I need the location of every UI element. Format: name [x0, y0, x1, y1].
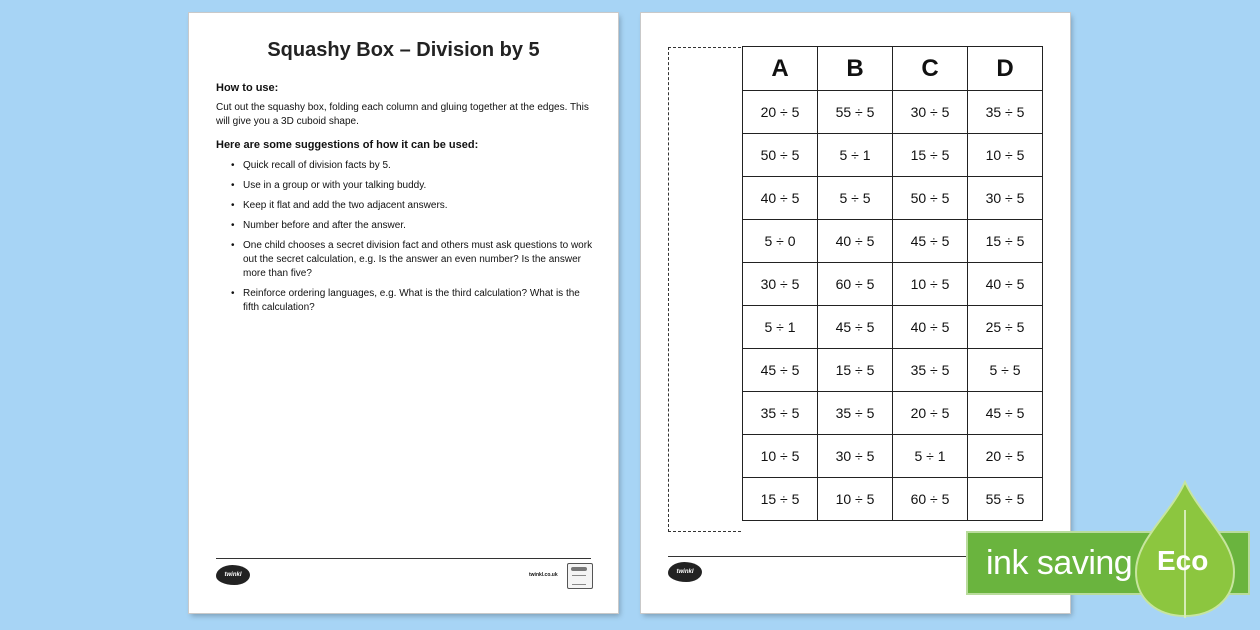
logo-text: twinkl — [224, 572, 242, 578]
table-cell: 45 ÷ 5 — [743, 349, 818, 392]
table-cell: 5 ÷ 0 — [743, 220, 818, 263]
table-cell: 50 ÷ 5 — [743, 134, 818, 177]
table-row — [743, 349, 1043, 392]
table-cell: 40 ÷ 5 — [818, 220, 893, 263]
table-row — [743, 91, 1043, 134]
table-cell: 5 ÷ 5 — [818, 177, 893, 220]
table-cell: 45 ÷ 5 — [893, 220, 968, 263]
table-cell: 40 ÷ 5 — [743, 177, 818, 220]
quality-seal-icon — [567, 563, 593, 589]
table-row — [743, 435, 1043, 478]
footer-url: twinkl.co.uk — [529, 572, 558, 578]
twinkl-logo — [668, 562, 702, 582]
table-row — [743, 177, 1043, 220]
table-row — [743, 263, 1043, 306]
table-cell: 5 ÷ 1 — [818, 134, 893, 177]
table-cell: 30 ÷ 5 — [818, 435, 893, 478]
table-cell: 5 ÷ 5 — [968, 349, 1043, 392]
table-cell: 35 ÷ 5 — [818, 392, 893, 435]
table-cell: 25 ÷ 5 — [968, 306, 1043, 349]
table-cell: 55 ÷ 5 — [818, 91, 893, 134]
table-cell: 35 ÷ 5 — [968, 91, 1043, 134]
column-header: B — [818, 47, 893, 91]
column-header: D — [968, 47, 1043, 91]
worksheet-page-squashy-box — [641, 13, 1070, 613]
suggestion-item: • One child chooses a secret division fact and others must ask questions to work out the secret calculation, e.g. Is the answer an even number? Is the answer more than five? — [216, 239, 596, 281]
table-cell: 10 ÷ 5 — [743, 435, 818, 478]
footer-divider — [216, 558, 591, 559]
glue-tab — [668, 47, 741, 532]
table-header-row — [743, 47, 1043, 91]
suggestions-list — [216, 159, 596, 321]
table-cell: 10 ÷ 5 — [968, 134, 1043, 177]
logo-text: twinkl — [676, 569, 694, 575]
table-cell: 15 ÷ 5 — [818, 349, 893, 392]
division-table — [742, 46, 1043, 521]
table-row — [743, 306, 1043, 349]
column-header: C — [893, 47, 968, 91]
table-row — [743, 220, 1043, 263]
table-cell: 35 ÷ 5 — [743, 392, 818, 435]
suggestion-item: • Number before and after the answer. — [216, 219, 596, 233]
table-cell: 40 ÷ 5 — [893, 306, 968, 349]
table-cell: 10 ÷ 5 — [893, 263, 968, 306]
table-cell: 20 ÷ 5 — [968, 435, 1043, 478]
suggestion-item: • Quick recall of division facts by 5. — [216, 159, 596, 173]
column-header: A — [743, 47, 818, 91]
worksheet-page-instructions — [189, 13, 618, 613]
table-cell: 15 ÷ 5 — [743, 478, 818, 521]
suggestion-item: • Use in a group or with your talking buddy. — [216, 179, 596, 193]
how-to-use-text: Cut out the squashy box, folding each column and gluing together at the edges. This will give you a 3D cuboid shape. — [216, 102, 589, 127]
table-cell: 35 ÷ 5 — [893, 349, 968, 392]
suggestions-heading: Here are some suggestions of how it can be used: — [216, 139, 479, 151]
table-cell: 50 ÷ 5 — [893, 177, 968, 220]
ink-saving-label: ink saving — [986, 544, 1133, 582]
table-cell: 30 ÷ 5 — [893, 91, 968, 134]
table-cell: 30 ÷ 5 — [968, 177, 1043, 220]
table-cell: 20 ÷ 5 — [893, 392, 968, 435]
table-cell: 15 ÷ 5 — [968, 220, 1043, 263]
page-title: Squashy Box – Division by 5 — [267, 39, 540, 61]
table-cell: 60 ÷ 5 — [893, 478, 968, 521]
twinkl-logo — [216, 565, 250, 585]
table-cell: 30 ÷ 5 — [743, 263, 818, 306]
table-cell: 20 ÷ 5 — [743, 91, 818, 134]
table-cell: 60 ÷ 5 — [818, 263, 893, 306]
table-cell: 15 ÷ 5 — [893, 134, 968, 177]
table-row — [743, 392, 1043, 435]
suggestion-item: • Keep it flat and add the two adjacent answers. — [216, 199, 596, 213]
suggestion-item: • Reinforce ordering languages, e.g. What is the third calculation? What is the fifth calculation? — [216, 287, 596, 315]
how-to-use-heading: How to use: — [216, 82, 279, 94]
table-cell: 45 ÷ 5 — [968, 392, 1043, 435]
table-cell: 55 ÷ 5 — [968, 478, 1043, 521]
table-cell: 5 ÷ 1 — [743, 306, 818, 349]
table-cell: 45 ÷ 5 — [818, 306, 893, 349]
table-cell: 40 ÷ 5 — [968, 263, 1043, 306]
table-cell: 10 ÷ 5 — [818, 478, 893, 521]
table-cell: 5 ÷ 1 — [893, 435, 968, 478]
table-row — [743, 478, 1043, 521]
table-row — [743, 134, 1043, 177]
eco-label: Eco — [1157, 545, 1209, 576]
